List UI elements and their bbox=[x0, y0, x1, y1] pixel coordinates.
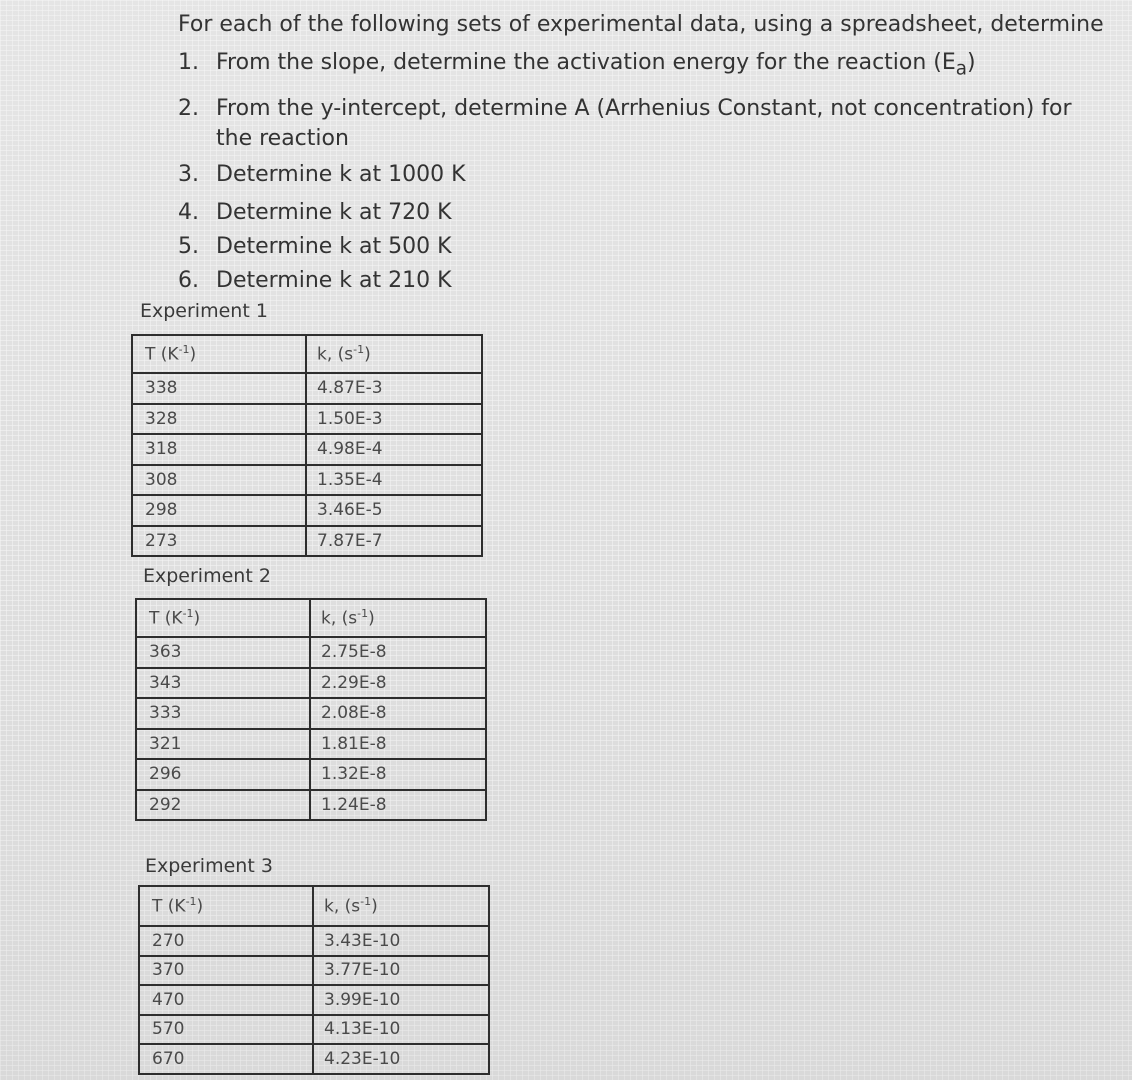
temperature-cell: 370 bbox=[139, 956, 313, 986]
rate-constant-cell: 1.50E-3 bbox=[306, 404, 482, 435]
header-temperature: T $(K^{-1})$ bbox=[136, 599, 310, 637]
header-temperature: T $(K^{-1})$ bbox=[139, 886, 313, 926]
experiment-1-label: Experiment 1 bbox=[140, 300, 268, 322]
table-row bbox=[136, 759, 486, 790]
step-text: Determine k at 1000 K bbox=[216, 162, 466, 187]
rate-constant-cell: 3.43E-10 bbox=[313, 926, 489, 956]
header-temperature: T $(K^{-1})$ bbox=[132, 335, 306, 373]
rate-constant-cell: 1.35E-4 bbox=[306, 465, 482, 496]
step-number: 2. bbox=[178, 96, 199, 121]
table-row bbox=[132, 465, 482, 496]
step-number: 4. bbox=[178, 200, 199, 225]
table-header-row bbox=[132, 335, 482, 373]
rate-constant-cell: 1.81E-8 bbox=[310, 729, 486, 760]
table-row bbox=[136, 698, 486, 729]
instructions-intro: For each of the following sets of experimental data, using a spreadsheet, determine bbox=[178, 12, 1104, 37]
table-row bbox=[139, 956, 489, 986]
step-number: 5. bbox=[178, 234, 199, 259]
table-row bbox=[132, 434, 482, 465]
step-text-tail: ) bbox=[967, 50, 976, 75]
step-number: 1. bbox=[178, 50, 199, 75]
table-row bbox=[139, 985, 489, 1015]
experiment-3-table bbox=[138, 885, 490, 1075]
rate-constant-cell: 1.32E-8 bbox=[310, 759, 486, 790]
step-3 bbox=[178, 160, 466, 190]
temperature-cell: 318 bbox=[132, 434, 306, 465]
temperature-cell: 470 bbox=[139, 985, 313, 1015]
table-header-row bbox=[136, 599, 486, 637]
step-number: 3. bbox=[178, 162, 199, 187]
temperature-cell: 308 bbox=[132, 465, 306, 496]
rate-constant-cell: 7.87E-7 bbox=[306, 526, 482, 557]
table-row bbox=[136, 637, 486, 668]
rate-constant-cell: 2.08E-8 bbox=[310, 698, 486, 729]
rate-constant-cell: 4.87E-3 bbox=[306, 373, 482, 404]
rate-constant-cell: 3.77E-10 bbox=[313, 956, 489, 986]
rate-constant-cell: 2.75E-8 bbox=[310, 637, 486, 668]
temperature-cell: 321 bbox=[136, 729, 310, 760]
table-row bbox=[132, 526, 482, 557]
table-row bbox=[132, 373, 482, 404]
rate-constant-cell: 4.23E-10 bbox=[313, 1044, 489, 1074]
temperature-cell: 292 bbox=[136, 790, 310, 821]
step-subscript: a bbox=[955, 58, 968, 80]
temperature-cell: 343 bbox=[136, 668, 310, 699]
table-row bbox=[139, 1015, 489, 1045]
table-header-row bbox=[139, 886, 489, 926]
temperature-cell: 298 bbox=[132, 495, 306, 526]
header-rate-constant: k, $(s^{-1})$ bbox=[313, 886, 489, 926]
rate-constant-cell: 2.29E-8 bbox=[310, 668, 486, 699]
temperature-cell: 670 bbox=[139, 1044, 313, 1074]
step-6 bbox=[178, 266, 452, 296]
rate-constant-cell: 4.98E-4 bbox=[306, 434, 482, 465]
rate-constant-cell: 3.99E-10 bbox=[313, 985, 489, 1015]
table-row bbox=[136, 729, 486, 760]
temperature-cell: 338 bbox=[132, 373, 306, 404]
step-text: Determine k at 210 K bbox=[216, 268, 452, 293]
rate-constant-cell: 3.46E-5 bbox=[306, 495, 482, 526]
temperature-cell: 570 bbox=[139, 1015, 313, 1045]
table-row bbox=[139, 926, 489, 956]
step-2 bbox=[178, 94, 1072, 154]
step-text: From the slope, determine the activation energy for the reaction (E bbox=[216, 50, 956, 75]
header-rate-constant: k, $(s^{-1})$ bbox=[306, 335, 482, 373]
temperature-cell: 270 bbox=[139, 926, 313, 956]
table-row bbox=[132, 495, 482, 526]
temperature-cell: 273 bbox=[132, 526, 306, 557]
step-5 bbox=[178, 232, 452, 262]
header-rate-constant: k, $(s^{-1})$ bbox=[310, 599, 486, 637]
temperature-cell: 328 bbox=[132, 404, 306, 435]
step-4 bbox=[178, 198, 452, 228]
rate-constant-cell: 1.24E-8 bbox=[310, 790, 486, 821]
step-text: From the y-intercept, determine A (Arrhenius Constant, not concentration) for bbox=[216, 96, 1072, 121]
experiment-3-label: Experiment 3 bbox=[145, 855, 273, 877]
step-text: Determine k at 720 K bbox=[216, 200, 452, 225]
step-continuation: the reaction bbox=[216, 126, 349, 151]
step-number: 6. bbox=[178, 268, 199, 293]
step-1 bbox=[178, 48, 976, 84]
experiment-2-label: Experiment 2 bbox=[143, 565, 271, 587]
table-row bbox=[139, 1044, 489, 1074]
rate-constant-cell: 4.13E-10 bbox=[313, 1015, 489, 1045]
experiment-2-table bbox=[135, 598, 487, 821]
temperature-cell: 363 bbox=[136, 637, 310, 668]
temperature-cell: 296 bbox=[136, 759, 310, 790]
step-text: Determine k at 500 K bbox=[216, 234, 452, 259]
temperature-cell: 333 bbox=[136, 698, 310, 729]
table-row bbox=[136, 790, 486, 821]
table-row bbox=[136, 668, 486, 699]
table-row bbox=[132, 404, 482, 435]
experiment-1-table bbox=[131, 334, 483, 557]
